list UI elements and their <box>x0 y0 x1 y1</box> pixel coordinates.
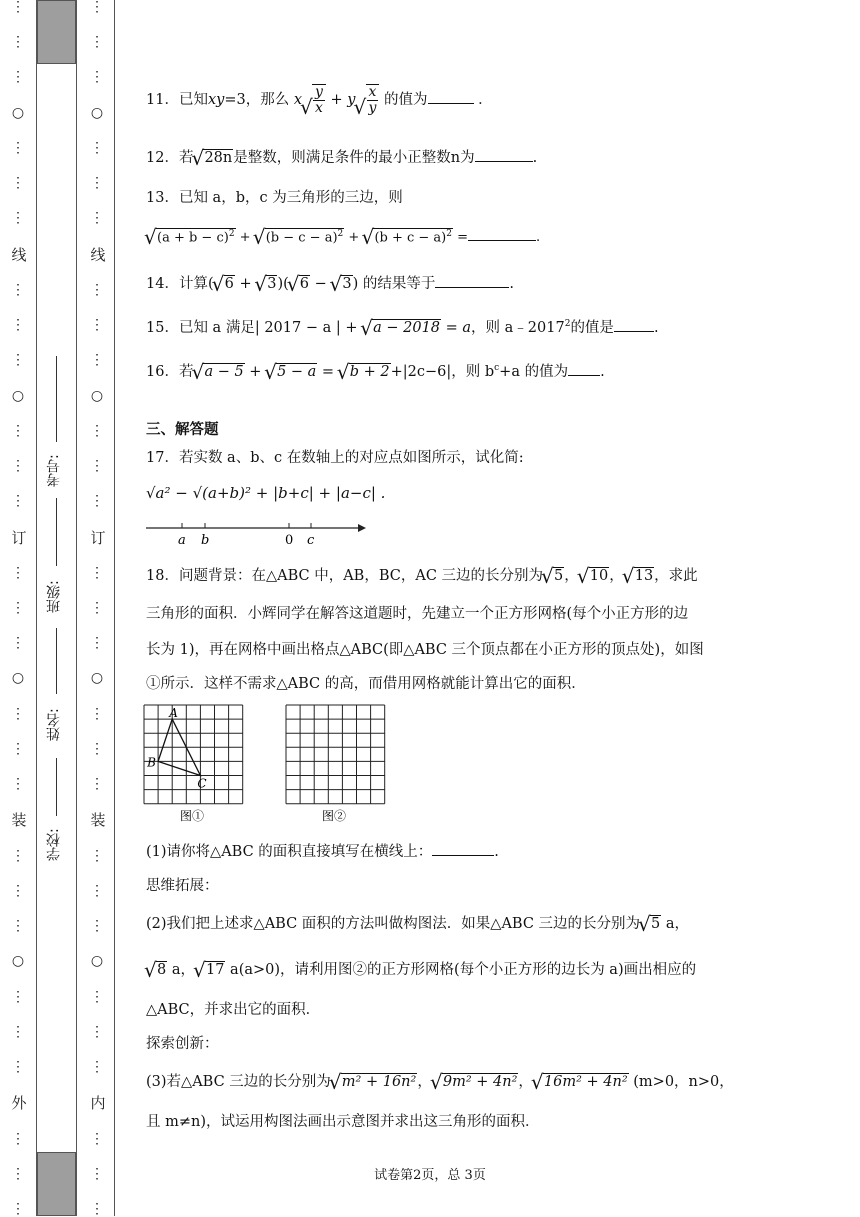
figure-2-grid <box>285 704 387 824</box>
q12-end: . <box>532 150 538 166</box>
binding-dots: ⋮ <box>11 210 25 227</box>
q16-number: 16．若 <box>146 364 194 380</box>
binding-char: 订 <box>88 529 107 545</box>
exam-number-field-blank[interactable] <box>56 356 57 442</box>
binding-dots: ⋮ <box>11 705 25 722</box>
q11-end: ． <box>478 92 493 109</box>
numberline-label-b: b <box>201 533 210 548</box>
question-18-line1: 18．问题背景：在△ABC 中，AB，BC，AC 三边的长分别为√ 5，√ 10，√ 13，求此 <box>146 564 698 585</box>
binding-dots: ⋮ <box>11 776 25 793</box>
question-18-part2-line3: △ABC，并求出它的面积． <box>146 1002 321 1018</box>
section-3-title: 三、解答题 <box>146 422 219 438</box>
binding-dots: ⋮ <box>90 988 104 1005</box>
binding-dots: ⋮ <box>11 988 25 1005</box>
name-field-label: 姓名: <box>46 708 62 742</box>
binding-dots: ⋮ <box>11 1023 25 1040</box>
q12-tail: 是整数，则满足条件的最小正整数 <box>233 150 451 166</box>
binding-dots: ⋮ <box>90 0 104 15</box>
figure-1-caption: 图① <box>180 809 205 823</box>
outer-divider-line <box>36 0 37 1216</box>
binding-dots: ⋮ <box>11 847 25 864</box>
binding-dots: ⋮ <box>11 882 25 899</box>
binding-dots: ⋮ <box>90 422 104 439</box>
q13-answer-blank[interactable] <box>468 226 536 241</box>
innovation-title: 探索创新： <box>146 1036 219 1052</box>
question-18-part1: (1)请你将△ABC 的面积直接填写在横线上： . <box>146 840 499 861</box>
binding-dots: ⋮ <box>11 740 25 757</box>
q18-part1-answer-blank[interactable] <box>432 841 494 856</box>
q12-answer-blank[interactable] <box>475 147 533 162</box>
q13-end: . <box>536 230 541 245</box>
vertex-label-b: B <box>147 755 156 770</box>
class-field-blank[interactable] <box>56 498 57 566</box>
binding-char: 线 <box>88 246 107 262</box>
binding-dots: ⋮ <box>11 635 25 652</box>
binding-dots: ⋮ <box>11 599 25 616</box>
binding-dots: ⋮ <box>11 918 25 935</box>
exam-number-field-label: 考号: <box>46 454 62 488</box>
name-field-blank[interactable] <box>56 628 57 694</box>
binding-dots: ⋮ <box>11 422 25 439</box>
binding-dots: ⋮ <box>90 918 104 935</box>
binding-circle: ○ <box>90 670 104 687</box>
binding-dots: ⋮ <box>11 139 25 156</box>
binding-dots: ⋮ <box>90 281 104 298</box>
binding-circle: ○ <box>11 387 25 404</box>
binding-dots: ⋮ <box>90 1059 104 1076</box>
q14-tail: 的结果等于 <box>358 276 436 292</box>
q15-abs: | 2017 − a | <box>254 320 341 336</box>
q17-number-line <box>144 516 368 548</box>
binding-dots: ⋮ <box>90 847 104 864</box>
q12-number: 12．若 <box>146 150 194 166</box>
numberline-label-a: a <box>178 533 186 548</box>
binding-dots: ⋮ <box>11 1130 25 1147</box>
binding-char: 外 <box>9 1095 28 1111</box>
extension-title: 思维拓展： <box>146 878 219 894</box>
figure-2-caption: 图② <box>322 809 347 823</box>
q12-radical: √ 28n <box>194 149 233 166</box>
question-15: 15．已知 a 满足| 2017 − a | + √ a − 2018 = a，则 a﹣2017$^2$的值是 . <box>146 316 659 337</box>
q11-eq: =3，那么 <box>224 92 290 109</box>
question-18-part3-line2: 且 m≠n)，试运用构图法画出示意图并求出这三角形的面积． <box>146 1114 540 1130</box>
binding-dots: ⋮ <box>90 1023 104 1040</box>
question-18-line2: 三角形的面积．小辉同学在解答这道题时，先建立一个正方形网格(每个小正方形的边 <box>146 606 689 622</box>
binding-char: 装 <box>88 812 107 828</box>
page-footer: 试卷第2页，总 3页 <box>374 1168 486 1183</box>
binding-dots: ⋮ <box>90 564 104 581</box>
school-field-blank[interactable] <box>56 758 57 816</box>
inner-divider-line <box>76 0 77 1216</box>
binding-dots: ⋮ <box>11 458 25 475</box>
binding-circle: ○ <box>90 104 104 121</box>
outer-binding-column <box>7 0 29 1216</box>
q11-var: xy <box>207 92 225 109</box>
binding-dots: ⋮ <box>90 352 104 369</box>
binding-dots: ⋮ <box>11 0 25 15</box>
q14-number: 14．计算 <box>146 276 208 292</box>
q11-answer-blank[interactable] <box>428 89 474 104</box>
question-17-text: 17．若实数 a、b、c 在数轴上的对应点如图所示，试化简: <box>146 450 524 466</box>
school-field-label: 学校: <box>46 828 62 862</box>
binding-char: 内 <box>88 1095 107 1111</box>
question-18-line4: ①所示．这样不需求△ABC 的高，而借用网格就能计算出它的面积． <box>146 676 586 692</box>
question-11: 11．已知xy=3，那么 x √ $\frac{y}{x}$ + y √ $\frac{x}{y}$ 的值为 ． <box>146 84 493 115</box>
vertex-label-a: A <box>169 706 178 721</box>
binding-dots: ⋮ <box>11 1059 25 1076</box>
binding-circle: ○ <box>11 670 25 687</box>
binding-char: 线 <box>9 246 28 262</box>
q11-number: 11．已知 <box>146 92 208 109</box>
q11-tail: 的值为 <box>384 92 428 109</box>
q15-answer-blank[interactable] <box>614 317 654 332</box>
inner-binding-column <box>86 0 108 1216</box>
question-13-expression: √ $(a + b - c)^2$ + √ $(b - c - a)^2$ + √ $(b + c - a)^2$ = . <box>146 226 540 245</box>
binding-dots: ⋮ <box>11 69 25 86</box>
binding-dots: ⋮ <box>90 175 104 192</box>
outer-frame-line <box>114 0 115 1216</box>
binding-dots: ⋮ <box>90 740 104 757</box>
binding-dots: ⋮ <box>90 705 104 722</box>
binding-dots: ⋮ <box>11 564 25 581</box>
question-14: 14．计算(√ 6 + √ 3)(√ 6 − √ 3) 的结果等于 . <box>146 272 514 293</box>
q13-eq: = <box>452 230 469 245</box>
question-17-expression: √a² − √(a+b)² + |b+c| + |a−c| . <box>146 484 386 502</box>
q14-answer-blank[interactable] <box>435 273 509 288</box>
vertex-label-c: C <box>197 776 207 791</box>
binding-char: 装 <box>9 812 28 828</box>
binding-circle: ○ <box>90 953 104 970</box>
binding-dots: ⋮ <box>11 1165 25 1182</box>
binding-bottom-bar <box>37 1152 76 1216</box>
class-field-label: 班级: <box>46 580 62 614</box>
binding-dots: ⋮ <box>11 317 25 334</box>
question-18-part2-line2: √ 8 a，√ 17 a(a>0)，请利用图②的正方形网格(每个小正方形的边长为 a)画出相应的 <box>146 958 696 979</box>
binding-dots: ⋮ <box>90 210 104 227</box>
q16-answer-blank[interactable] <box>568 361 600 376</box>
binding-dots: ⋮ <box>90 599 104 616</box>
question-18-line3: 长为 1)，再在网格中画出格点△ABC(即△ABC 三个顶点都在小正方形的顶点处)，如图 <box>146 642 704 658</box>
binding-circle: ○ <box>90 387 104 404</box>
question-18-part3-line1: (3)若△ABC 三边的长分别为√ m² + 16n²，√ 9m² + 4n²，√ 16m² + 4n² (m>0，n>0， <box>146 1070 734 1091</box>
binding-dots: ⋮ <box>90 1200 104 1217</box>
binding-dots: ⋮ <box>11 1200 25 1217</box>
q12-n: n <box>450 150 461 166</box>
binding-dots: ⋮ <box>11 493 25 510</box>
binding-top-bar <box>37 0 76 64</box>
binding-dots: ⋮ <box>90 1165 104 1182</box>
binding-char: 订 <box>9 529 28 545</box>
binding-circle: ○ <box>11 104 25 121</box>
binding-dots: ⋮ <box>90 776 104 793</box>
question-12 <box>146 146 537 167</box>
binding-dots: ⋮ <box>11 175 25 192</box>
binding-dots: ⋮ <box>90 1130 104 1147</box>
binding-dots: ⋮ <box>90 635 104 652</box>
q12-tail2: 为 <box>460 150 475 166</box>
binding-dots: ⋮ <box>90 493 104 510</box>
binding-dots: ⋮ <box>90 317 104 334</box>
figure-1-grid <box>143 704 245 824</box>
binding-dots: ⋮ <box>90 882 104 899</box>
binding-dots: ⋮ <box>11 34 25 51</box>
binding-dots: ⋮ <box>90 34 104 51</box>
binding-dots: ⋮ <box>90 458 104 475</box>
binding-dots: ⋮ <box>11 281 25 298</box>
numberline-label-0: 0 <box>285 533 294 548</box>
binding-dots: ⋮ <box>90 69 104 86</box>
question-13-line1: 13．已知 a，b，c 为三角形的三边，则 <box>146 190 403 206</box>
question-18-part2-line1: (2)我们把上述求△ABC 面积的方法叫做构图法．如果△ABC 三边的长分别为√ 5 a， <box>146 912 689 933</box>
question-16: 16．若√ a − 5 + √ 5 − a = √ b + 2+|2c−6|，则 $b^c+a$ 的值为 . <box>146 360 605 381</box>
binding-circle: ○ <box>11 953 25 970</box>
q15-number: 15．已知 a 满足 <box>146 320 255 336</box>
binding-dots: ⋮ <box>11 352 25 369</box>
binding-dots: ⋮ <box>90 139 104 156</box>
numberline-label-c: c <box>307 533 315 548</box>
